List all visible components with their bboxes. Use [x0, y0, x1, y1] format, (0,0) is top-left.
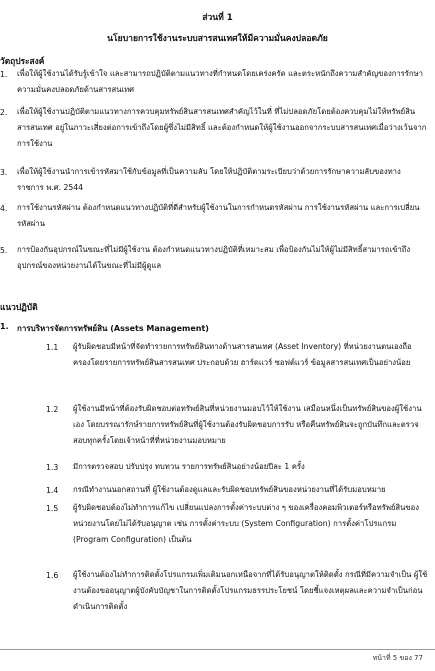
guideline-text: กรณีทำงานนอกสถานที่ ผู้ใช้งานต้องดูแลและรับผิดชอบทรัพย์สินของหน่วยงานที่ได้รับมอบหมาย — [73, 485, 386, 494]
guideline-number: 1.1 — [46, 343, 59, 352]
guideline-number: 1.4 — [46, 486, 59, 495]
guideline-text: ผู้ใช้งานมีหน้าที่ต้องรับผิดชอบต่อทรัพย์สินที่หน่วยงานมอบไว้ให้ใช้งาน เสมือนหนึ่งเป็นทรัพย์สินของผู้ใช้งานเอง โดยบรรณารักษ์รายการทรัพย์สินที่ผู้ใช้งานต้องรับผิดชอบการรับ หรือคืนทรัพย์สินจะถูกบันทึกและตรวจสอบทุกครั้งโดยเจ้าหน้าที่ที่หน่วยงานมอบหมาย — [73, 404, 422, 445]
section-title: การบริหารจัดการทรัพย์สิน (Assets Management) — [17, 324, 209, 333]
page-number: หน้าที่ 5 ของ 77 — [372, 654, 423, 662]
objectives-heading: วัตถุประสงค์ — [0, 56, 45, 66]
objective-text: เพื่อให้ผู้ใช้งานปฏิบัติตามแนวทางการควบคุมทรัพย์สินสารสนเทศสำคัญไว้ในที่ ที่ไม่ปลอดภัยโดยต้องควบคุมไม่ให้ทรัพย์สินสารสนเทศ อยู่ในภาวะเสี่ยงต่อการเข้าถึงโดยผู้ซึ่งไม่มีสิทธิ์ และต้องกำหนดให้ผู้ใช้งานออกจากระบบสารสนเทศเมื่อว่างเว้นจากการใช้งาน — [17, 107, 427, 148]
section-number: 1. — [0, 322, 9, 331]
guidelines-heading: แนวปฏิบัติ — [0, 302, 38, 312]
objective-number: 4. — [0, 204, 8, 213]
guideline-text: ผู้ใช้งานต้องไม่ทำการติดตั้งโปรแกรมเพิ่มเติมนอกเหนือจากที่ได้รับอนุญาตให้ติดตั้ง กรณีที่มีความจำเป็น ผู้ใช้งานต้องขออนุญาตผู้บังคับบัญชาในการติดตั้งโปรแกรมธรรประโยชน์ โดยชี้แจงเหตุผลและความจำเป็นก่อนดำเนินการติดตั้ง — [73, 570, 428, 611]
objective-number: 5. — [0, 246, 8, 255]
footer-divider — [0, 649, 435, 650]
objective-number: 3. — [0, 168, 8, 177]
objective-text: เพื่อให้ผู้ใช้งานได้รับรู้เข้าใจ และสามารถปฏิบัติตามแนวทางที่กำหนดโดยเคร่งครัด และตระหนักถึงความสำคัญของการรักษาความมั่นคงปลอดภัยด้านสารสนเทศ — [17, 69, 423, 94]
guideline-number: 1.5 — [46, 504, 59, 513]
guideline-number: 1.6 — [46, 571, 59, 580]
objective-number: 2. — [0, 108, 8, 117]
guideline-text: ผู้รับผิดชอบมีหน้าที่จัดทำรายการทรัพย์สินทางด้านสารสนเทศ (Asset Inventory) ที่หน่วยงานตนเองถือครองโดยรายการทรัพย์สินสารสนเทศ ประกอบด้วย ฮาร์ดแวร์ ซอฟต์แวร์ ข้อมูลสารสนเทศเป็นอย่างน้อย — [73, 342, 412, 367]
objective-text: เพื่อให้ผู้ใช้งานนำการเข้ารหัสมาใช้กับข้อมูลที่เป็นความลับ โดยให้ปฏิบัติตามระเบียบว่าด้วยการรักษาความลับของทางราชการ พ.ศ. 2544 — [17, 167, 401, 192]
guideline-number: 1.3 — [46, 463, 59, 472]
document-title: นโยบายการใช้งานระบบสารสนเทศให้มีความมั่นคงปลอดภัย — [107, 34, 328, 44]
objective-text: การใช้งานรหัสผ่าน ต้องกำหนดแนวทางปฏิบัติที่ดีสำหรับผู้ใช้งานในการกำหนดรหัสผ่าน การใช้งานรหัสผ่าน และการเปลี่ยนรหัสผ่าน — [17, 203, 420, 228]
objective-number: 1. — [0, 70, 8, 79]
guideline-number: 1.2 — [46, 405, 59, 414]
guideline-text: มีการตรวจสอบ ปรับปรุง ทบทวน รายการทรัพย์สินอย่างน้อยปีละ 1 ครั้ง — [73, 462, 305, 471]
guideline-text: ผู้รับผิดชอบต้องไม่ทำการแก้ไข เปลี่ยนแปลงการตั้งค่าระบบต่าง ๆ ของเครื่องคอมพิวเตอร์หรือทรัพย์สินของหน่วยงานโดยไม่ได้รับอนุญาต เช่น การตั้งค่าระบบ (System Configuration) การตั้งค่าโปรแกรม (Program Configuration) เป็นต้น — [73, 503, 419, 544]
objective-text: การป้องกันอุปกรณ์ในขณะที่ไม่มีผู้ใช้งาน ต้องกำหนดแนวทางปฏิบัติที่เหมาะสม เพื่อป้องกันไม่ให้ผู้ไม่มีสิทธิ์สามารถเข้าถึงอุปกรณ์ของหน่วยงานได้ในขณะที่ไม่มีผู้ดูแล — [17, 245, 411, 270]
part-number: ส่วนที่ 1 — [202, 13, 233, 23]
